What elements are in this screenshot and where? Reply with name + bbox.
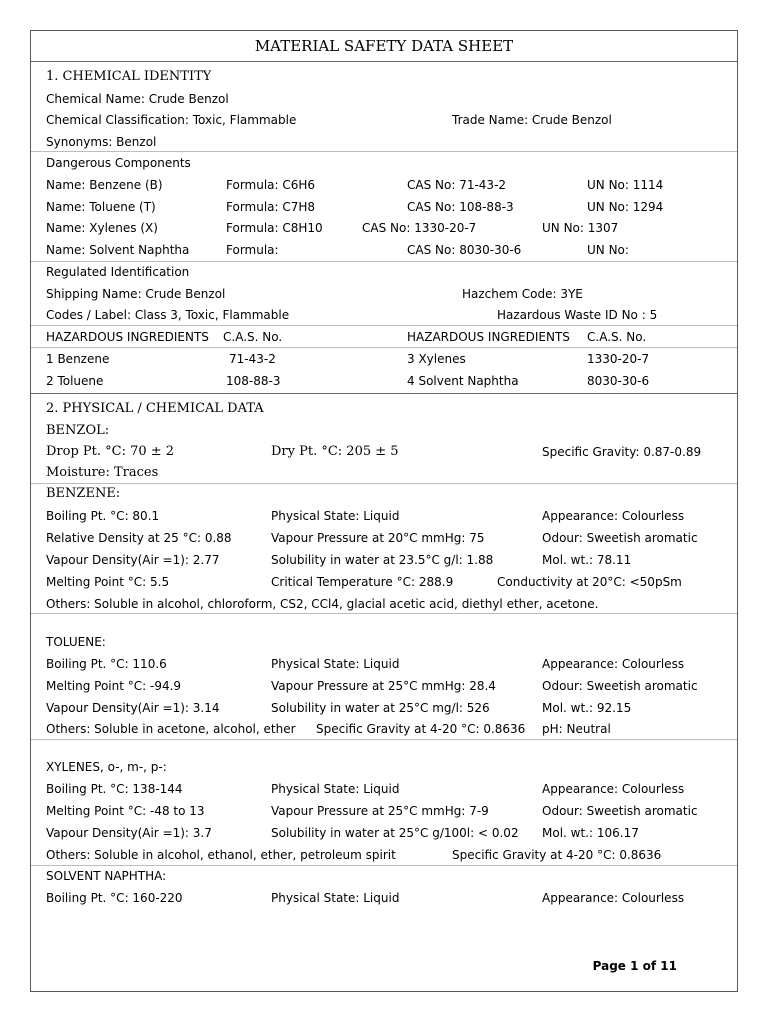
benzol-drop-point: Drop Pt. °C: 70 ± 2 [46, 444, 175, 459]
component-name: Name: Xylenes (X) [46, 221, 158, 235]
benzene-mol-wt: Mol. wt.: 78.11 [542, 553, 632, 567]
divider [31, 61, 737, 62]
toluene-heading: TOLUENE: [46, 635, 106, 649]
trade-name: Trade Name: Crude Benzol [452, 113, 612, 127]
component-cas: CAS No: 1330-20-7 [362, 221, 477, 235]
xylenes-boiling-point: Boiling Pt. °C: 138-144 [46, 782, 183, 796]
section-1-heading: 1. CHEMICAL IDENTITY [46, 69, 212, 84]
divider [31, 347, 737, 348]
ingredient-name: 2 Toluene [46, 374, 104, 388]
component-formula: Formula: C6H6 [226, 178, 316, 192]
synonyms: Synonyms: Benzol [46, 135, 157, 149]
xylenes-mol-wt: Mol. wt.: 106.17 [542, 826, 639, 840]
naphtha-physical-state: Physical State: Liquid [271, 891, 400, 905]
toluene-vapour-density: Vapour Density(Air =1): 3.14 [46, 701, 220, 715]
ingredient-name: 4 Solvent Naphtha [407, 374, 519, 388]
component-formula: Formula: [226, 243, 279, 257]
ingredient-cas: 8030-30-6 [587, 374, 650, 388]
toluene-melting-point: Melting Point °C: -94.9 [46, 679, 182, 693]
toluene-appearance: Appearance: Colourless [542, 657, 685, 671]
naphtha-heading: SOLVENT NAPHTHA: [46, 869, 167, 883]
dangerous-components-heading: Dangerous Components [46, 156, 191, 170]
benzene-appearance: Appearance: Colourless [542, 509, 685, 523]
component-un: UN No: 1294 [587, 200, 664, 214]
component-un: UN No: [587, 243, 629, 257]
ingredient-name: 3 Xylenes [407, 352, 466, 366]
cas-header: C.A.S. No. [223, 330, 283, 344]
benzene-physical-state: Physical State: Liquid [271, 509, 400, 523]
ingredient-cas: 71-43-2 [229, 352, 276, 366]
toluene-vapour-pressure: Vapour Pressure at 25°C mmHg: 28.4 [271, 679, 496, 693]
page-number: Page 1 of 11 [592, 959, 677, 973]
benzene-critical-temperature: Critical Temperature °C: 288.9 [271, 575, 454, 589]
benzene-vapour-pressure: Vapour Pressure at 20°C mmHg: 75 [271, 531, 485, 545]
benzene-boiling-point: Boiling Pt. °C: 80.1 [46, 509, 160, 523]
component-un: UN No: 1307 [542, 221, 619, 235]
benzol-dry-point: Dry Pt. °C: 205 ± 5 [271, 444, 399, 459]
benzol-specific-gravity: Specific Gravity: 0.87-0.89 [542, 445, 702, 459]
ingredient-cas: 108-88-3 [226, 374, 281, 388]
divider [31, 739, 737, 740]
toluene-ph: pH: Neutral [542, 722, 611, 736]
component-name: Name: Toluene (T) [46, 200, 156, 214]
ingredients-header: HAZARDOUS INGREDIENTS [407, 330, 570, 344]
benzene-conductivity: Conductivity at 20°C: <50pSm [497, 575, 682, 589]
component-name: Name: Benzene (B) [46, 178, 163, 192]
divider [31, 261, 737, 262]
component-name: Name: Solvent Naphtha [46, 243, 190, 257]
hazardous-waste-id: Hazardous Waste ID No : 5 [497, 308, 658, 322]
document-title: MATERIAL SAFETY DATA SHEET [254, 37, 514, 55]
divider [31, 151, 737, 152]
toluene-mol-wt: Mol. wt.: 92.15 [542, 701, 632, 715]
ingredient-name: 1 Benzene [46, 352, 110, 366]
component-cas: CAS No: 71-43-2 [407, 178, 507, 192]
divider [31, 393, 737, 394]
xylenes-others: Others: Soluble in alcohol, ethanol, ether, petroleum spirit [46, 848, 396, 862]
toluene-boiling-point: Boiling Pt. °C: 110.6 [46, 657, 167, 671]
benzene-vapour-density: Vapour Density(Air =1): 2.77 [46, 553, 220, 567]
divider [31, 325, 737, 326]
shipping-name: Shipping Name: Crude Benzol [46, 287, 226, 301]
xylenes-solubility: Solubility in water at 25°C g/100l: < 0.02 [271, 826, 519, 840]
component-cas: CAS No: 8030-30-6 [407, 243, 522, 257]
component-cas: CAS No: 108-88-3 [407, 200, 514, 214]
toluene-solubility: Solubility in water at 25°C mg/l: 526 [271, 701, 490, 715]
benzene-relative-density: Relative Density at 25 °C: 0.88 [46, 531, 232, 545]
hazchem-code: Hazchem Code: 3YE [462, 287, 583, 301]
toluene-physical-state: Physical State: Liquid [271, 657, 400, 671]
component-un: UN No: 1114 [587, 178, 664, 192]
chemical-classification: Chemical Classification: Toxic, Flammable [46, 113, 297, 127]
divider [31, 865, 737, 866]
xylenes-physical-state: Physical State: Liquid [271, 782, 400, 796]
xylenes-specific-gravity: Specific Gravity at 4-20 °C: 0.8636 [452, 848, 662, 862]
ingredients-header: HAZARDOUS INGREDIENTS [46, 330, 209, 344]
component-formula: Formula: C7H8 [226, 200, 316, 214]
benzol-moisture: Moisture: Traces [46, 465, 159, 480]
naphtha-appearance: Appearance: Colourless [542, 891, 685, 905]
benzene-odour: Odour: Sweetish aromatic [542, 531, 698, 545]
xylenes-odour: Odour: Sweetish aromatic [542, 804, 698, 818]
xylenes-heading: XYLENES, o-, m-, p-: [46, 760, 167, 774]
naphtha-boiling-point: Boiling Pt. °C: 160-220 [46, 891, 183, 905]
xylenes-melting-point: Melting Point °C: -48 to 13 [46, 804, 205, 818]
divider [31, 483, 737, 484]
ingredient-cas: 1330-20-7 [587, 352, 650, 366]
component-formula: Formula: C8H10 [226, 221, 323, 235]
chemical-name: Chemical Name: Crude Benzol [46, 92, 229, 106]
codes-label: Codes / Label: Class 3, Toxic, Flammable [46, 308, 290, 322]
xylenes-vapour-pressure: Vapour Pressure at 25°C mmHg: 7-9 [271, 804, 489, 818]
xylenes-appearance: Appearance: Colourless [542, 782, 685, 796]
benzene-heading: BENZENE: [46, 486, 121, 501]
data-sheet-page [30, 30, 738, 992]
toluene-odour: Odour: Sweetish aromatic [542, 679, 698, 693]
divider [31, 613, 737, 614]
toluene-specific-gravity: Specific Gravity at 4-20 °C: 0.8636 [316, 722, 526, 736]
benzene-solubility: Solubility in water at 23.5°C g/l: 1.88 [271, 553, 494, 567]
toluene-others: Others: Soluble in acetone, alcohol, ether [46, 722, 296, 736]
regulated-identification-heading: Regulated Identification [46, 265, 190, 279]
benzene-others: Others: Soluble in alcohol, chloroform, CS2, CCl4, glacial acetic acid, diethyl ether, acetone. [46, 597, 599, 611]
section-2-heading: 2. PHYSICAL / CHEMICAL DATA [46, 401, 264, 416]
benzene-melting-point: Melting Point °C: 5.5 [46, 575, 170, 589]
benzol-heading: BENZOL: [46, 423, 110, 438]
xylenes-vapour-density: Vapour Density(Air =1): 3.7 [46, 826, 212, 840]
cas-header: C.A.S. No. [587, 330, 647, 344]
